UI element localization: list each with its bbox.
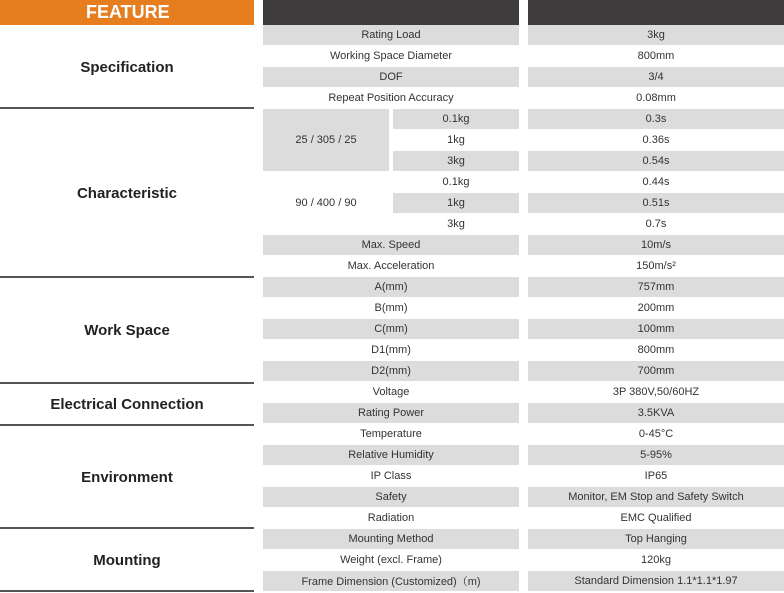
cycle-time: 0.44s <box>642 176 670 188</box>
workspace-label: B(mm) <box>374 302 408 314</box>
electrical-value: 3P 380V,50/60HZ <box>612 386 700 398</box>
mounting-value: Standard Dimension 1.1*1.1*1.97 <box>528 571 784 591</box>
mounting-label: Mounting Method <box>263 529 519 549</box>
cycle-load: 1kg <box>393 193 519 213</box>
environment-label: IP Class <box>370 470 412 482</box>
cycle-time: 0.54s <box>528 151 784 171</box>
header-bar-parameter <box>263 0 519 25</box>
spec-label: DOF <box>263 67 519 87</box>
group-label-specification: Specification <box>80 58 174 76</box>
environment-value: EMC Qualified <box>620 512 692 524</box>
group-label-environment: Environment <box>81 468 173 486</box>
spec-value: 3kg <box>528 25 784 45</box>
cycle-time: 0.51s <box>528 193 784 213</box>
cycle-time: 0.36s <box>642 134 670 146</box>
group-divider <box>0 382 254 384</box>
cycle-load: 0.1kg <box>442 176 470 188</box>
workspace-label: C(mm) <box>263 319 519 339</box>
workspace-value: 757mm <box>528 277 784 297</box>
group-divider <box>0 276 254 278</box>
max-speed-label: Max. Speed <box>263 235 519 255</box>
group-divider <box>0 590 254 592</box>
workspace-label: D2(mm) <box>263 361 519 381</box>
environment-label: Radiation <box>367 512 415 524</box>
max-acceleration-label: Max. Acceleration <box>347 260 435 272</box>
group-divider <box>0 424 254 426</box>
cycle-load: 0.1kg <box>393 109 519 129</box>
cycle-pose: 25 / 305 / 25 <box>263 109 389 171</box>
cycle-time: 0.3s <box>528 109 784 129</box>
electrical-label: Rating Power <box>263 403 519 423</box>
mounting-label: Weight (excl. Frame) <box>340 554 442 566</box>
electrical-label: Voltage <box>372 386 410 398</box>
mounting-value: Top Hanging <box>528 529 784 549</box>
environment-label: Safety <box>263 487 519 507</box>
spec-value: 3/4 <box>528 67 784 87</box>
max-speed-value: 10m/s <box>528 235 784 255</box>
workspace-label: A(mm) <box>263 277 519 297</box>
feature-tab: FEATURE <box>0 0 254 25</box>
mounting-value: 120kg <box>641 554 671 566</box>
environment-value: IP65 <box>644 470 668 482</box>
spec-value: 800mm <box>637 50 675 62</box>
group-label-electrical-connection: Electrical Connection <box>50 396 204 413</box>
spec-label: Rating Load <box>263 25 519 45</box>
cycle-time: 0.7s <box>645 218 667 230</box>
mounting-label: Frame Dimension (Customized)（m) <box>263 571 519 591</box>
spec-label: Working Space Diameter <box>329 50 453 62</box>
group-divider <box>0 107 254 109</box>
header-bar-value <box>528 0 784 25</box>
electrical-value: 3.5KVA <box>528 403 784 423</box>
workspace-label: D1(mm) <box>371 344 411 356</box>
cycle-load: 3kg <box>447 218 465 230</box>
max-acceleration-value: 150m/s² <box>636 260 676 272</box>
spec-label: Repeat Position Accuracy <box>328 92 454 104</box>
spec-value: 0.08mm <box>636 92 676 104</box>
group-label-work-space: Work Space <box>84 322 170 339</box>
cycle-load: 1kg <box>447 134 465 146</box>
environment-value: Monitor, EM Stop and Safety Switch <box>528 487 784 507</box>
cycle-pose: 90 / 400 / 90 <box>295 197 357 209</box>
environment-value: 0-45°C <box>638 428 674 440</box>
workspace-value: 700mm <box>528 361 784 381</box>
environment-label: Temperature <box>360 428 422 440</box>
environment-label: Relative Humidity <box>263 445 519 465</box>
group-label-characteristic: Characteristic <box>76 184 178 202</box>
workspace-value: 800mm <box>637 344 675 356</box>
group-divider <box>0 527 254 529</box>
group-label-mounting: Mounting <box>93 551 161 569</box>
workspace-value: 100mm <box>528 319 784 339</box>
workspace-value: 200mm <box>637 302 675 314</box>
environment-value: 5-95% <box>528 445 784 465</box>
cycle-load: 3kg <box>393 151 519 171</box>
